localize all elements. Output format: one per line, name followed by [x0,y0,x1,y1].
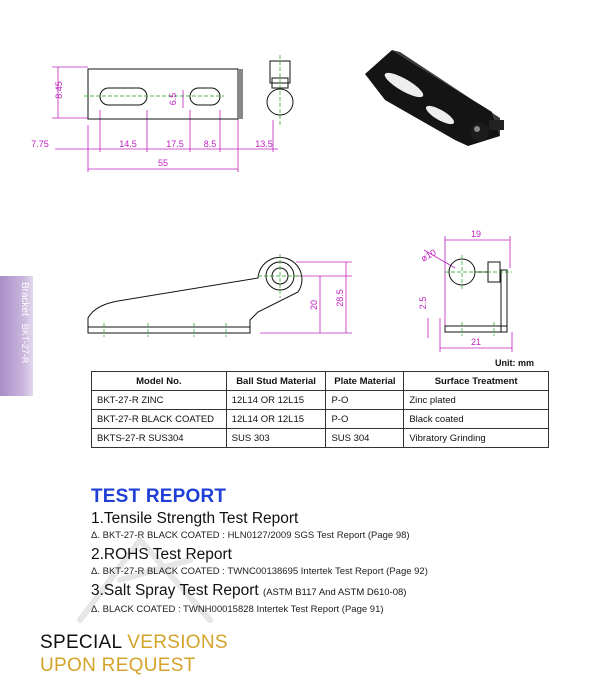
cell-plate: P-O [326,391,404,410]
cell-ball-stud: SUS 303 [226,429,326,448]
dim-pitch1-label: 14.5 [119,139,137,149]
col-header-ball-stud: Ball Stud Material [226,372,326,391]
dim-side-height1-label: 20 [309,299,319,311]
dim-offset-label: 7.75 [31,139,49,149]
dim-side-height2-label: 28.5 [335,289,345,307]
dim-length-label: 55 [157,158,169,168]
bracket-photo [365,50,504,146]
cell-model: BKT-27-R BLACK COATED [92,410,227,429]
report-item-salt-spray-note: (ASTM B117 And ASTM D610-08) [263,587,407,598]
cell-plate: SUS 304 [326,429,404,448]
upon-request-line: UPON REQUEST [40,655,196,675]
col-header-model: Model No. [92,372,227,391]
spec-table [91,371,549,448]
special-versions-banner [40,631,228,675]
dim-ball-diameter-label: ø10 [419,247,438,264]
table-header-row [92,372,549,391]
special-word: SPECIAL [40,632,122,653]
special-versions-line1 [40,631,228,654]
table-row [92,429,549,448]
dim-end-width-bottom-label: 21 [470,337,482,347]
end-view-centerlines [445,255,512,336]
end-view-part [445,259,507,332]
report-item-rohs: 2.ROHS Test Report [91,546,232,563]
cell-surface: Zinc plated [404,391,549,410]
dim-pitch2-label: 17.5 [166,139,184,149]
top-view-centerlines [84,55,280,125]
dim-slot-label: 6.5 [168,92,178,106]
report-detail-salt-spray: Δ. BLACK COATED : TWNH00015828 Intertek Test Report (Page 91) [91,604,384,615]
report-item-salt-spray-title: 3.Salt Spray Test Report [91,582,259,599]
cell-surface: Vibratory Grinding [404,429,549,448]
cell-surface: Black coated [404,410,549,429]
dim-stud-label: 13.5 [255,139,273,149]
cell-ball-stud: 12L14 OR 12L15 [226,391,326,410]
cell-model: BKTS-27-R SUS304 [92,429,227,448]
top-view-dimension-labels [31,81,273,168]
report-detail-tensile: Δ. BKT-27-R BLACK COATED : HLN0127/2009 SGS Test Report (Page 98) [91,530,410,541]
end-view-dimension-labels [418,229,481,347]
dim-height-label: 8.45 [54,81,64,99]
side-view-part [88,257,302,333]
test-report-title: TEST REPORT [91,486,227,507]
dim-pitch3-label: 8.5 [203,139,217,149]
table-row [92,410,549,429]
test-report-section [91,486,561,618]
dim-thickness-label: 2.5 [418,296,428,310]
dim-end-width-top-label: 19 [470,229,482,239]
versions-word: VERSIONS [127,632,228,653]
report-item-tensile: 1.Tensile Strength Test Report [91,510,299,527]
cell-model: BKT-27-R ZINC [92,391,227,410]
cell-ball-stud: 12L14 OR 12L15 [226,410,326,429]
report-detail-rohs: Δ. BKT-27-R BLACK COATED : TWNC00138695 Intertek Test Report (Page 92) [91,566,428,577]
table-row [92,391,549,410]
side-tab-code: BKT-27-R [20,323,30,364]
col-header-surface: Surface Treatment [404,372,549,391]
top-view-part [88,61,293,119]
side-view-centerlines [104,254,302,337]
side-view-dimension-labels [309,289,345,310]
unit-label: Unit: mm [495,358,534,368]
col-header-plate: Plate Material [326,372,404,391]
report-item-salt-spray [91,581,561,602]
side-tab-category: Bracket [19,282,30,316]
cell-plate: P-O [326,410,404,429]
